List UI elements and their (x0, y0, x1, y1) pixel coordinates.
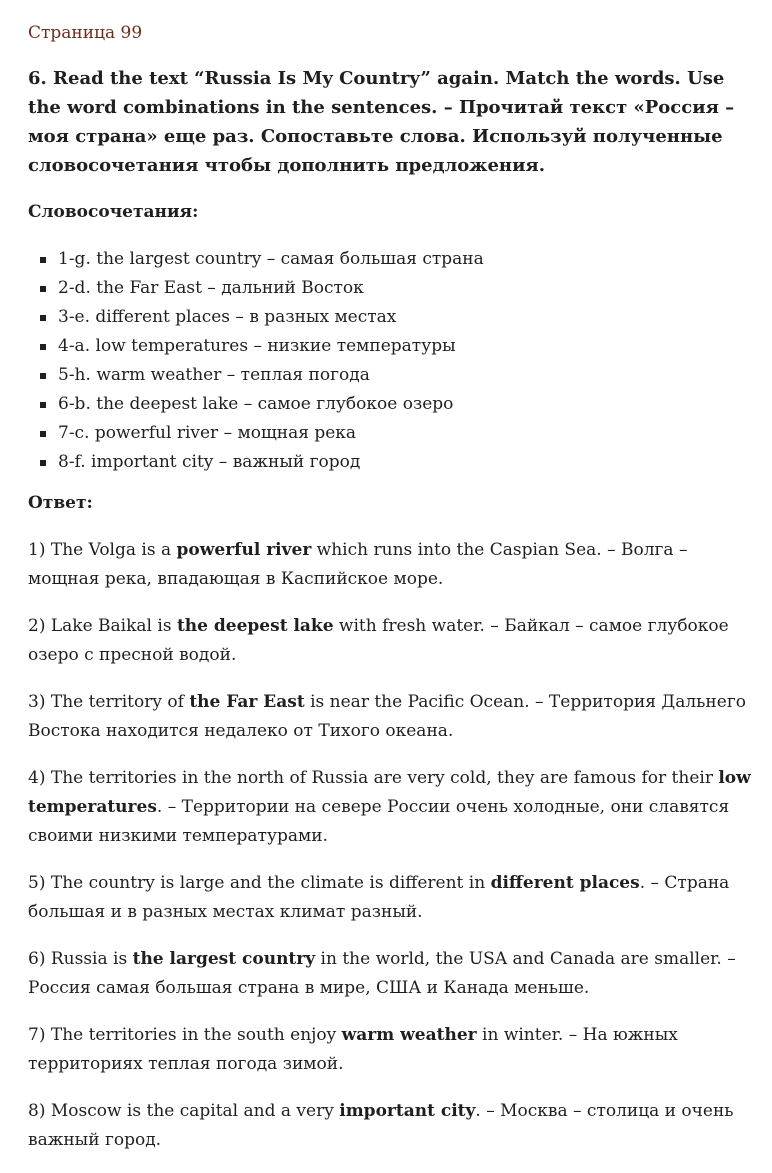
answer-text: 3) The territory of (28, 692, 190, 712)
answer-text: . – Территории на севере России очень холодные, они славятся своими низкими температурами. (28, 797, 730, 846)
answer-phrase: different places (490, 873, 640, 893)
bullet-icon (40, 460, 46, 466)
word-combination-list (38, 245, 484, 477)
answer-text: which runs into the Caspian Sea. – Волга – мощная река, впадающая в Каспийское море. (28, 540, 688, 589)
word-combination-text: 3-e. different places – в разных местах (58, 307, 397, 327)
answer-paragraph (28, 945, 753, 1003)
answer-text: with fresh water. – Байкал – самое глубокое озеро с пресной водой. (28, 616, 729, 665)
answer-heading: Ответ: (28, 493, 93, 513)
word-combination-text: 1-g. the largest country – самая большая страна (58, 249, 484, 269)
answer-phrase: powerful river (176, 540, 312, 560)
word-combination-text: 2-d. the Far East – дальний Восток (58, 278, 364, 298)
answer-list (28, 536, 753, 1173)
answer-paragraph (28, 1097, 753, 1155)
bullet-icon (40, 286, 46, 292)
list-item (38, 274, 484, 303)
list-item (38, 332, 484, 361)
answer-text: 6) Russia is (28, 949, 133, 969)
list-item (38, 419, 484, 448)
answer-text: 2) Lake Baikal is (28, 616, 177, 636)
bullet-icon (40, 315, 46, 321)
word-combination-text: 7-c. powerful river – мощная река (58, 423, 357, 443)
answer-phrase: the deepest lake (176, 616, 334, 636)
word-combination-text: 6-b. the deepest lake – самое глубокое озеро (58, 394, 454, 414)
answer-phrase: low temperatures (28, 768, 751, 817)
word-combination-text: 5-h. warm weather – теплая погода (58, 365, 370, 385)
answer-paragraph (28, 612, 753, 670)
word-combination-text: 8-f. important city – важный город (58, 452, 361, 472)
list-item (38, 390, 484, 419)
answer-paragraph (28, 869, 753, 927)
answer-paragraph (28, 536, 753, 594)
answer-text: is near the Pacific Ocean. – Территория Дальнего Востока находится недалеко от Тихого океана. (28, 692, 746, 741)
list-item (38, 448, 484, 477)
answer-phrase: warm weather (341, 1025, 477, 1045)
answer-phrase: the Far East (189, 692, 305, 712)
bullet-icon (40, 402, 46, 408)
answer-text: in winter. – На южных территориях теплая погода зимой. (28, 1025, 678, 1074)
answer-paragraph (28, 764, 753, 851)
answer-paragraph (28, 1021, 753, 1079)
page-label: Страница 99 (28, 23, 143, 43)
list-item (38, 245, 484, 274)
bullet-icon (40, 373, 46, 379)
answer-text: 4) The territories in the north of Russia are very cold, they are famous for their (28, 768, 719, 788)
answer-paragraph (28, 688, 753, 746)
word-combination-text: 4-a. low temperatures – низкие температуры (58, 336, 456, 356)
answer-text: 5) The country is large and the climate is different in (28, 873, 491, 893)
bullet-icon (40, 431, 46, 437)
answer-text: . – Москва – столица и очень важный город. (28, 1101, 734, 1150)
answer-phrase: the largest country (132, 949, 316, 969)
answer-text: 8) Moscow is the capital and a very (28, 1101, 340, 1121)
list-item (38, 303, 484, 332)
word-combinations-heading: Словосочетания: (28, 202, 199, 222)
answer-phrase: important city (339, 1101, 476, 1121)
answer-text: 1) The Volga is a (28, 540, 177, 560)
answer-text: . – Страна большая и в разных местах климат разный. (28, 873, 730, 922)
bullet-icon (40, 257, 46, 263)
task-heading: 6. Read the text “Russia Is My Country” again. Match the words. Use the word combinations in the sentences. – Прочитай текст «Россия – моя страна» еще раз. Сопоставьте слова. Используй полученные словосочетания чтобы дополнить предложения. (28, 68, 735, 176)
bullet-icon (40, 344, 46, 350)
list-item (38, 361, 484, 390)
answer-text: 7) The territories in the south enjoy (28, 1025, 342, 1045)
answer-text: in the world, the USA and Canada are smaller. – Россия самая большая страна в мире, США и Канада меньше. (28, 949, 736, 998)
